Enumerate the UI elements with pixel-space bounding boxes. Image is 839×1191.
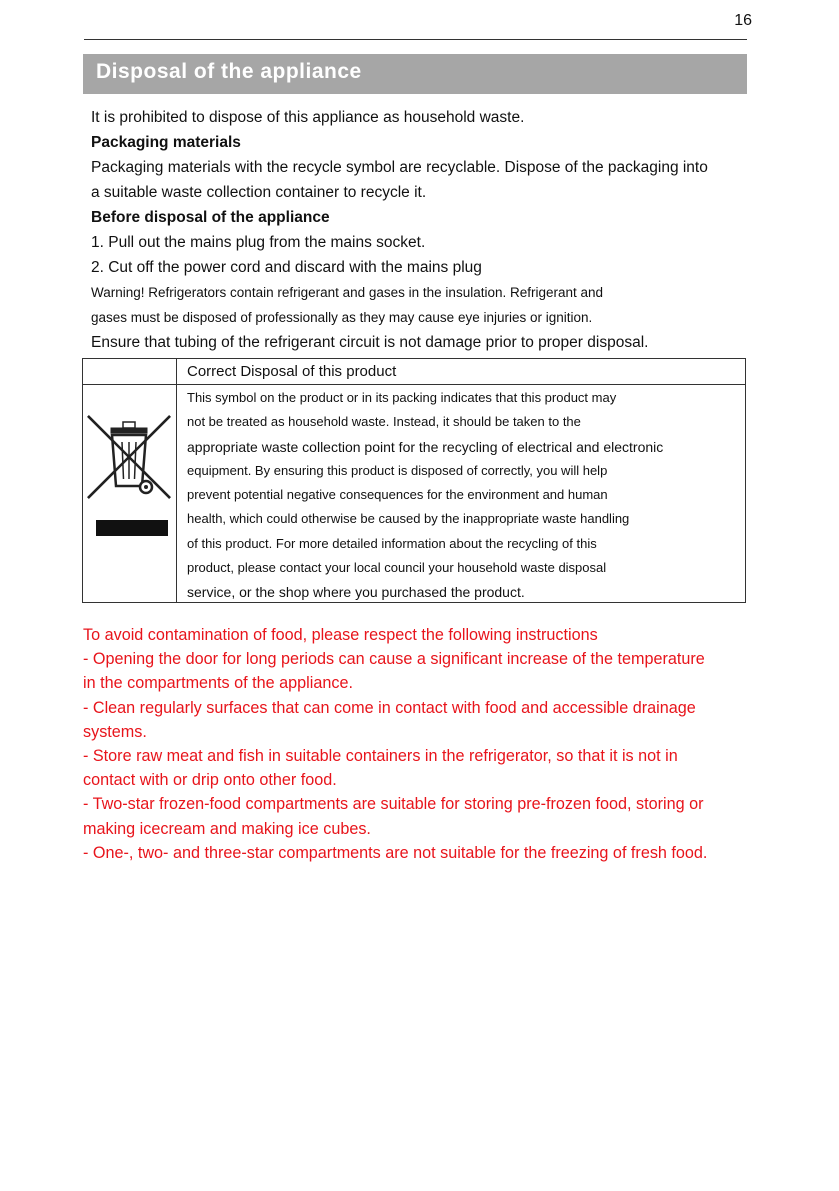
weee-text-line: This symbol on the product or in its packing indicates that this product may xyxy=(187,390,617,405)
weee-text-line: appropriate waste collection point for the recycling of electrical and electronic xyxy=(187,438,664,455)
tubing-note: Ensure that tubing of the refrigerant circuit is not damage prior to proper disposal. xyxy=(91,334,649,351)
instruction-line: - Clean regularly surfaces that can come in contact with food and accessible drainage xyxy=(83,698,696,717)
instruction-line: - Opening the door for long periods can cause a significant increase of the temperature xyxy=(83,650,705,669)
instructions-heading: To avoid contamination of food, please respect the following instructions xyxy=(83,626,598,644)
table-divider xyxy=(176,359,177,602)
weee-text-line: product, please contact your local council your household waste disposal xyxy=(187,560,607,576)
warning-line: gases must be disposed of professionally as they may cause eye injuries or ignition. xyxy=(91,310,593,325)
instruction-line: - Two-star frozen-food compartments are suitable for storing pre-frozen food, storing or xyxy=(83,795,704,814)
weee-description xyxy=(187,386,742,605)
instruction-line: making icecream and making ice cubes. xyxy=(83,819,371,838)
before-disposal-heading: Before disposal of the appliance xyxy=(91,209,330,226)
weee-text-line: health, which could otherwise be caused by the inappropriate waste handling xyxy=(187,511,630,527)
weee-text-line: prevent potential negative consequences for the environment and human xyxy=(187,487,608,503)
warning-line: Warning! Refrigerators contain refrigerant and gases in the insulation. Refrigerant and xyxy=(91,285,604,300)
packaging-text-line: a suitable waste collection container to recycle it. xyxy=(91,184,427,201)
top-rule xyxy=(84,39,747,40)
crossed-out-wheelie-bin-icon xyxy=(86,414,172,544)
section-title: Disposal of the appliance xyxy=(83,54,747,94)
packaging-text-line: Packaging materials with the recycle symbol are recyclable. Dispose of the packaging into xyxy=(91,159,708,176)
step-1: 1. Pull out the mains plug from the mains socket. xyxy=(91,234,426,251)
weee-text-line: service, or the shop where you purchased the product. xyxy=(187,584,525,601)
instruction-line: - One-, two- and three-star compartments are not suitable for the freezing of fresh food. xyxy=(83,843,708,862)
prohibition-text: It is prohibited to dispose of this appliance as household waste. xyxy=(91,109,525,126)
instruction-line: - Store raw meat and fish in suitable containers in the refrigerator, so that it is not in xyxy=(83,746,678,765)
weee-text-line: equipment. By ensuring this product is disposed of correctly, you will help xyxy=(187,462,608,478)
intro-text xyxy=(91,105,751,355)
page-number: 16 xyxy=(734,12,752,29)
weee-text-line: not be treated as household waste. Instead, it should be taken to the xyxy=(187,414,581,430)
weee-text-line: of this product. For more detailed information about the recycling of this xyxy=(187,535,597,551)
weee-disposal-table xyxy=(82,358,746,603)
instruction-line: contact with or drip onto other food. xyxy=(83,771,337,790)
table-divider xyxy=(83,384,745,385)
packaging-heading: Packaging materials xyxy=(91,134,241,151)
food-contamination-instructions xyxy=(83,623,773,865)
instruction-line: systems. xyxy=(83,722,147,741)
instruction-line: in the compartments of the appliance. xyxy=(83,674,353,693)
weee-title: Correct Disposal of this product xyxy=(187,363,397,380)
step-2: 2. Cut off the power cord and discard with the mains plug xyxy=(91,259,482,276)
